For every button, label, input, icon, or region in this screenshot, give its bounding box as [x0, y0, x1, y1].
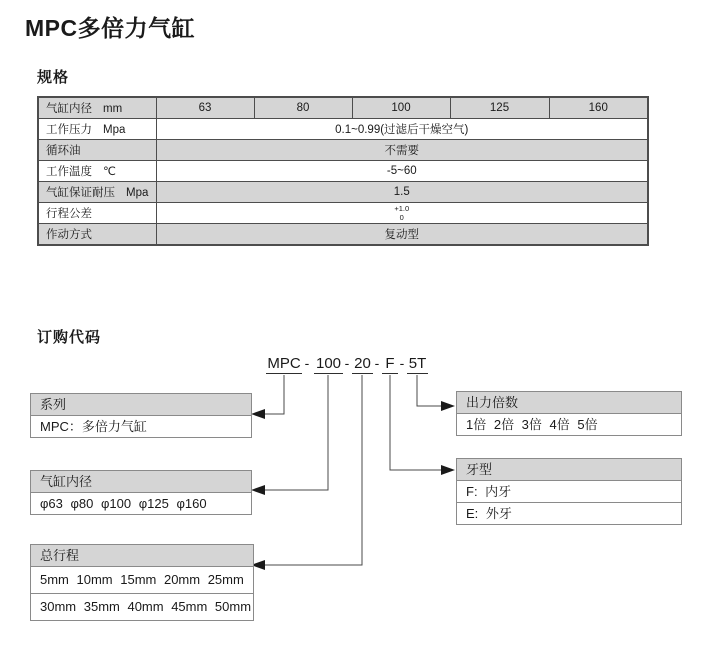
tolerance-lower: 0 — [399, 213, 404, 222]
connector-output — [417, 375, 441, 406]
series-box-row: MPC：多倍力气缸 — [40, 419, 147, 434]
spec-row-temperature — [38, 161, 648, 182]
spec-value-cell: 不需要 — [156, 140, 648, 161]
code-segment-bore: 100 — [315, 355, 342, 372]
bore-box-title: 气缸内径 — [31, 471, 251, 493]
spec-header-row — [38, 97, 648, 119]
spec-row-oil — [38, 140, 648, 161]
series-box — [30, 393, 252, 438]
spec-bore-125: 125 — [450, 97, 549, 119]
code-segment-stroke: 20 — [352, 355, 373, 374]
output-multiplier-box-row: 1倍 2倍 3倍 4倍 5倍 — [466, 417, 598, 432]
spec-label: 循环油 — [46, 145, 81, 157]
code-segment-series: MPC — [267, 355, 301, 372]
spec-unit: ℃ — [103, 166, 116, 178]
spec-bore-160: 160 — [549, 97, 648, 119]
thread-type-box-title: 牙型 — [457, 459, 681, 481]
spec-value-cell: 复动型 — [156, 224, 648, 246]
spec-bore-63: 63 — [156, 97, 254, 119]
connector-bore — [265, 375, 328, 490]
code-segment-thread: F — [382, 355, 398, 374]
code-separator: - — [374, 355, 380, 371]
bore-box — [30, 470, 252, 515]
output-multiplier-box — [456, 391, 682, 436]
stroke-box-row: 5mm 10mm 15mm 20mm 25mm — [31, 567, 253, 594]
code-segment-output: 5T — [408, 355, 427, 372]
connector-thread — [390, 375, 441, 470]
ordering-heading: 订购代码 — [37, 329, 102, 346]
stroke-box — [30, 544, 254, 621]
output-multiplier-box-title: 出力倍数 — [457, 392, 681, 414]
spec-label-cell — [38, 97, 156, 119]
spec-bore-80: 80 — [254, 97, 352, 119]
bore-box-row: φ63 φ80 φ100 φ125 φ160 — [40, 496, 207, 511]
spec-label: 气缸内径 — [46, 103, 92, 115]
spec-label-cell — [38, 119, 156, 140]
spec-label-cell — [38, 161, 156, 182]
thread-type-box-row: E: 外牙 — [466, 506, 512, 521]
connector-series — [265, 375, 284, 414]
spec-value-cell: 0.1~0.99(过滤后干燥空气) — [156, 119, 648, 140]
spec-label-cell — [38, 182, 156, 203]
spec-label-cell — [38, 224, 156, 246]
tolerance-upper: +1.0 — [394, 204, 410, 213]
series-box-title: 系列 — [31, 394, 251, 416]
spec-value-cell: 1.5 — [156, 182, 648, 203]
code-separator: - — [399, 355, 405, 371]
spec-label: 气缸保证耐压 — [46, 187, 115, 199]
spec-unit: Mpa — [103, 124, 126, 136]
stroke-box-row: 30mm 35mm 40mm 45mm 50mm — [40, 599, 252, 614]
arrow-right-thread-icon — [441, 465, 455, 475]
spec-label: 行程公差 — [46, 208, 92, 220]
arrow-right-output-icon — [441, 401, 455, 411]
arrow-left-series-icon — [251, 409, 265, 419]
spec-row-pressure — [38, 119, 648, 140]
spec-label: 作动方式 — [46, 229, 92, 241]
stroke-box-title: 总行程 — [31, 545, 253, 567]
spec-row-action-type — [38, 224, 648, 246]
spec-value-cell-tolerance — [156, 203, 648, 224]
specs-table — [37, 96, 649, 246]
spec-row-stroke-tolerance — [38, 203, 648, 224]
spec-value-cell: -5~60 — [156, 161, 648, 182]
arrow-left-bore-icon — [251, 485, 265, 495]
code-separator: - — [304, 355, 310, 371]
connector-stroke — [265, 375, 362, 565]
spec-row-proof-pressure — [38, 182, 648, 203]
thread-type-box-row: F: 内牙 — [457, 481, 681, 503]
spec-unit: mm — [103, 103, 123, 115]
code-separator: - — [344, 355, 350, 371]
spec-unit: Mpa — [126, 187, 149, 199]
thread-type-box — [456, 458, 682, 525]
spec-label: 工作压力 — [46, 124, 92, 136]
spec-label: 工作温度 — [46, 166, 92, 178]
page-title: MPC多倍力气缸 — [25, 15, 196, 41]
spec-label-cell — [38, 140, 156, 161]
spec-label-cell — [38, 203, 156, 224]
specs-heading: 规格 — [37, 69, 70, 86]
spec-bore-100: 100 — [352, 97, 450, 119]
